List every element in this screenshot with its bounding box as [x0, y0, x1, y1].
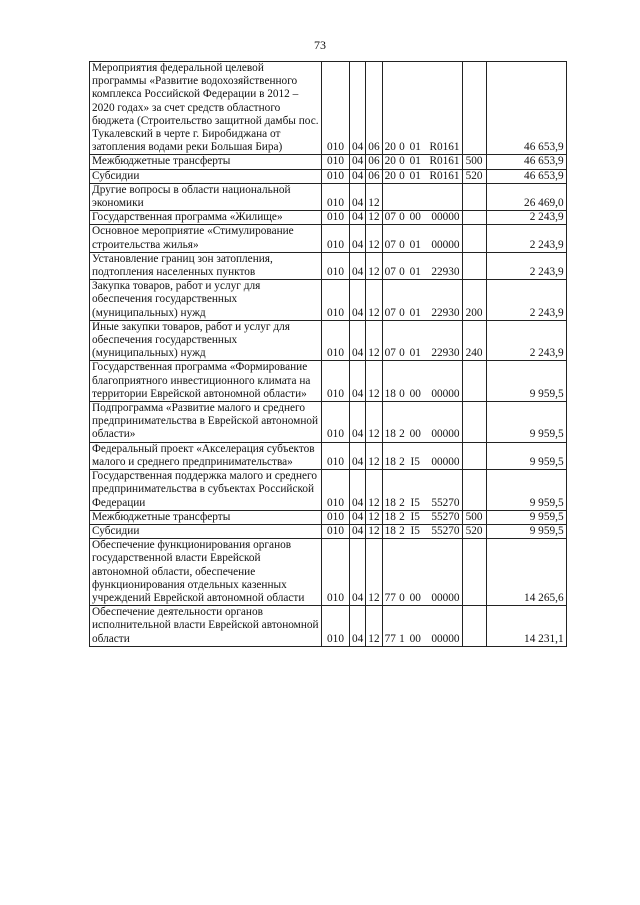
row-pr: 12: [366, 524, 382, 538]
row-sum: 9 959,5: [486, 402, 566, 443]
row-csr-event: 00: [409, 211, 421, 224]
row-pr: 06: [366, 169, 382, 183]
row-rz: 04: [350, 280, 366, 321]
table-row: [90, 539, 567, 606]
row-sum: 9 959,5: [486, 361, 566, 402]
row-csr: [382, 62, 462, 155]
row-csr-subprogram: 0: [399, 591, 405, 604]
table-row: [90, 442, 567, 469]
row-vr: 200: [462, 280, 486, 321]
row-ved: 010: [322, 280, 350, 321]
row-vr: [462, 183, 486, 210]
row-vr: [462, 402, 486, 443]
row-rz: 04: [350, 402, 366, 443]
row-csr: [382, 211, 462, 225]
row-csr: [382, 510, 462, 524]
table-row: [90, 606, 567, 647]
row-ved: 010: [322, 155, 350, 169]
row-name: Закупка товаров, работ и услуг для обеспечения государственных (муниципальных) нужд: [90, 280, 322, 321]
table-row: [90, 225, 567, 252]
row-csr-direction: 22930: [431, 347, 460, 360]
row-csr-event: I5: [410, 524, 420, 537]
row-ved: 010: [322, 62, 350, 155]
table-row: [90, 169, 567, 183]
row-csr-direction: 55270: [431, 524, 460, 537]
row-vr: 240: [462, 320, 486, 361]
row-rz: 04: [350, 211, 366, 225]
row-pr: 12: [366, 361, 382, 402]
row-csr-event: 01: [409, 347, 421, 360]
table-row: [90, 183, 567, 210]
row-sum: 46 653,9: [486, 155, 566, 169]
table-row: [90, 252, 567, 279]
row-ved: 010: [322, 442, 350, 469]
row-rz: 04: [350, 539, 366, 606]
row-csr-program: 77: [384, 591, 396, 604]
row-csr-direction: 55270: [431, 496, 460, 509]
row-vr: [462, 225, 486, 252]
row-csr-event: 01: [409, 306, 421, 319]
row-csr-event: 01: [409, 238, 421, 251]
row-ved: 010: [322, 183, 350, 210]
row-csr-program: 07: [384, 306, 396, 319]
row-csr-direction: R0161: [429, 169, 460, 182]
row-pr: 12: [366, 252, 382, 279]
row-sum: 9 959,5: [486, 442, 566, 469]
row-csr-subprogram: 0: [399, 306, 405, 319]
row-csr-program: 07: [384, 238, 396, 251]
row-rz: 04: [350, 155, 366, 169]
row-csr-event: 00: [409, 428, 421, 441]
row-rz: 04: [350, 442, 366, 469]
row-csr: [382, 225, 462, 252]
row-sum: 2 243,9: [486, 320, 566, 361]
table-row: [90, 211, 567, 225]
row-csr-program: 18: [384, 496, 396, 509]
row-csr-program: 07: [384, 266, 396, 279]
row-csr-program: 18: [384, 524, 396, 537]
row-name: Обеспечение деятельности органов исполнительной власти Еврейской автономной области: [90, 606, 322, 647]
row-rz: 04: [350, 62, 366, 155]
row-csr-program: 18: [384, 510, 396, 523]
row-pr: 12: [366, 225, 382, 252]
table-row: [90, 320, 567, 361]
row-ved: 010: [322, 402, 350, 443]
table-row: [90, 155, 567, 169]
row-pr: 12: [366, 183, 382, 210]
table-row: [90, 62, 567, 155]
row-sum: 9 959,5: [486, 470, 566, 511]
row-csr: [382, 169, 462, 183]
row-csr-direction: 22930: [431, 266, 460, 279]
row-sum: 9 959,5: [486, 510, 566, 524]
row-sum: 9 959,5: [486, 524, 566, 538]
row-rz: 04: [350, 169, 366, 183]
row-csr-subprogram: 0: [399, 155, 405, 168]
row-csr-subprogram: 0: [399, 169, 405, 182]
row-pr: 12: [366, 442, 382, 469]
row-csr-subprogram: 2: [399, 428, 405, 441]
row-csr-subprogram: 2: [399, 524, 405, 537]
row-csr-program: 18: [384, 455, 396, 468]
row-csr-subprogram: 2: [399, 496, 405, 509]
row-rz: 04: [350, 183, 366, 210]
row-sum: 46 653,9: [486, 169, 566, 183]
row-csr: [382, 524, 462, 538]
row-csr: [382, 539, 462, 606]
row-name: Межбюджетные трансферты: [90, 155, 322, 169]
row-ved: 010: [322, 539, 350, 606]
row-name: Установление границ зон затопления, подтопления населенных пунктов: [90, 252, 322, 279]
row-ved: 010: [322, 361, 350, 402]
row-csr-event: 00: [409, 591, 421, 604]
row-csr-subprogram: 1: [399, 632, 405, 645]
row-rz: 04: [350, 510, 366, 524]
row-csr: [382, 402, 462, 443]
row-csr-direction: 00000: [431, 211, 460, 224]
row-csr: [382, 155, 462, 169]
row-csr-event: 01: [409, 155, 421, 168]
row-csr-direction: 55270: [431, 510, 460, 523]
row-rz: 04: [350, 524, 366, 538]
row-rz: 04: [350, 320, 366, 361]
row-name: Основное мероприятие «Стимулирование строительства жилья»: [90, 225, 322, 252]
row-csr-subprogram: 0: [399, 266, 405, 279]
table-row: [90, 402, 567, 443]
row-csr: [382, 606, 462, 647]
row-csr-program: 77: [384, 632, 396, 645]
row-name: Иные закупки товаров, работ и услуг для обеспечения государственных (муниципальных) нужд: [90, 320, 322, 361]
row-ved: 010: [322, 510, 350, 524]
row-vr: 500: [462, 155, 486, 169]
row-name: Обеспечение функционирования органов государственной власти Еврейской автономной области, обеспечение функционирования отдельных казенных учреждений Еврейской автономной области: [90, 539, 322, 606]
row-name: Подпрограмма «Развитие малого и среднего предпринимательства в Еврейской автономной области»: [90, 402, 322, 443]
row-csr-program: 07: [384, 211, 396, 224]
row-csr-event: 01: [409, 141, 421, 154]
row-name: Государственная программа «Формирование благоприятного инвестиционного климата на территории Еврейской автономной области»: [90, 361, 322, 402]
row-pr: 12: [366, 510, 382, 524]
row-vr: [462, 442, 486, 469]
row-rz: 04: [350, 606, 366, 647]
row-rz: 04: [350, 225, 366, 252]
row-csr-subprogram: 2: [399, 510, 405, 523]
page-number: 73: [314, 38, 326, 52]
row-csr-event: 00: [409, 387, 421, 400]
row-sum: 14 265,6: [486, 539, 566, 606]
row-name: Субсидии: [90, 524, 322, 538]
row-csr-direction: R0161: [429, 155, 460, 168]
row-csr-subprogram: 2: [399, 455, 405, 468]
row-sum: 14 231,1: [486, 606, 566, 647]
table-row: [90, 361, 567, 402]
row-pr: 12: [366, 539, 382, 606]
row-csr-program: 20: [384, 169, 396, 182]
row-csr-program: 07: [384, 347, 396, 360]
row-csr-event: I5: [410, 455, 420, 468]
row-sum: 46 653,9: [486, 62, 566, 155]
row-csr-program: 18: [384, 428, 396, 441]
row-sum: 2 243,9: [486, 252, 566, 279]
row-csr-program: 20: [384, 155, 396, 168]
row-ved: 010: [322, 470, 350, 511]
row-pr: 12: [366, 320, 382, 361]
row-ved: 010: [322, 252, 350, 279]
row-csr-event: I5: [410, 496, 420, 509]
row-sum: 26 469,0: [486, 183, 566, 210]
row-vr: [462, 539, 486, 606]
table-row: [90, 510, 567, 524]
row-vr: 500: [462, 510, 486, 524]
row-vr: [462, 470, 486, 511]
row-name: Мероприятия федеральной целевой программы «Развитие водохозяйственного комплекса Российской Федерации в 2012 – 2020 годах» за счет средств областного бюджета (Строительство защитной дамбы пос. Тукалевский в черте г. Биробиджана от затопления водами реки Большая Бира): [90, 62, 322, 155]
row-rz: 04: [350, 361, 366, 402]
row-sum: 2 243,9: [486, 280, 566, 321]
row-csr-program: 18: [384, 387, 396, 400]
row-csr-subprogram: 0: [399, 238, 405, 251]
row-pr: 12: [366, 470, 382, 511]
row-csr-direction: 00000: [431, 428, 460, 441]
row-ved: 010: [322, 169, 350, 183]
budget-table-body: [90, 62, 567, 647]
row-csr: [382, 280, 462, 321]
row-csr-subprogram: 0: [399, 141, 405, 154]
row-vr: [462, 252, 486, 279]
row-vr: 520: [462, 169, 486, 183]
row-name: Государственная программа «Жилище»: [90, 211, 322, 225]
row-csr: [382, 361, 462, 402]
row-name: Субсидии: [90, 169, 322, 183]
row-csr: [382, 320, 462, 361]
row-csr-event: 00: [409, 632, 421, 645]
row-csr-subprogram: 0: [399, 387, 405, 400]
row-ved: 010: [322, 606, 350, 647]
row-csr-direction: R0161: [429, 141, 460, 154]
row-csr: [382, 183, 462, 210]
row-vr: 520: [462, 524, 486, 538]
row-pr: 12: [366, 402, 382, 443]
row-ved: 010: [322, 524, 350, 538]
row-vr: [462, 211, 486, 225]
row-csr-direction: 00000: [431, 238, 460, 251]
row-csr: [382, 252, 462, 279]
row-csr-event: 01: [409, 169, 421, 182]
row-csr-direction: 00000: [431, 455, 460, 468]
row-pr: 12: [366, 606, 382, 647]
row-csr: [382, 442, 462, 469]
row-vr: [462, 62, 486, 155]
row-csr-event: I5: [410, 510, 420, 523]
row-pr: 12: [366, 280, 382, 321]
row-name: Другие вопросы в области национальной экономики: [90, 183, 322, 210]
row-csr-direction: 00000: [431, 632, 460, 645]
row-vr: [462, 361, 486, 402]
table-row: [90, 280, 567, 321]
row-sum: 2 243,9: [486, 211, 566, 225]
row-csr-program: 20: [384, 141, 396, 154]
row-pr: 06: [366, 155, 382, 169]
row-name: Федеральный проект «Акселерация субъектов малого и среднего предпринимательства»: [90, 442, 322, 469]
row-rz: 04: [350, 252, 366, 279]
row-ved: 010: [322, 211, 350, 225]
table-row: [90, 524, 567, 538]
row-csr-subprogram: 0: [399, 211, 405, 224]
row-name: Государственная поддержка малого и среднего предпринимательства в субъектах Российской Федерации: [90, 470, 322, 511]
row-name: Межбюджетные трансферты: [90, 510, 322, 524]
row-csr: [382, 470, 462, 511]
row-pr: 12: [366, 211, 382, 225]
row-csr-direction: 00000: [431, 387, 460, 400]
row-sum: 2 243,9: [486, 225, 566, 252]
row-csr-direction: 22930: [431, 306, 460, 319]
row-ved: 010: [322, 320, 350, 361]
row-csr-subprogram: 0: [399, 347, 405, 360]
row-pr: 06: [366, 62, 382, 155]
row-vr: [462, 606, 486, 647]
row-csr-direction: 00000: [431, 591, 460, 604]
row-rz: 04: [350, 470, 366, 511]
table-row: [90, 470, 567, 511]
budget-table: [89, 61, 567, 647]
row-ved: 010: [322, 225, 350, 252]
row-csr-event: 01: [409, 266, 421, 279]
